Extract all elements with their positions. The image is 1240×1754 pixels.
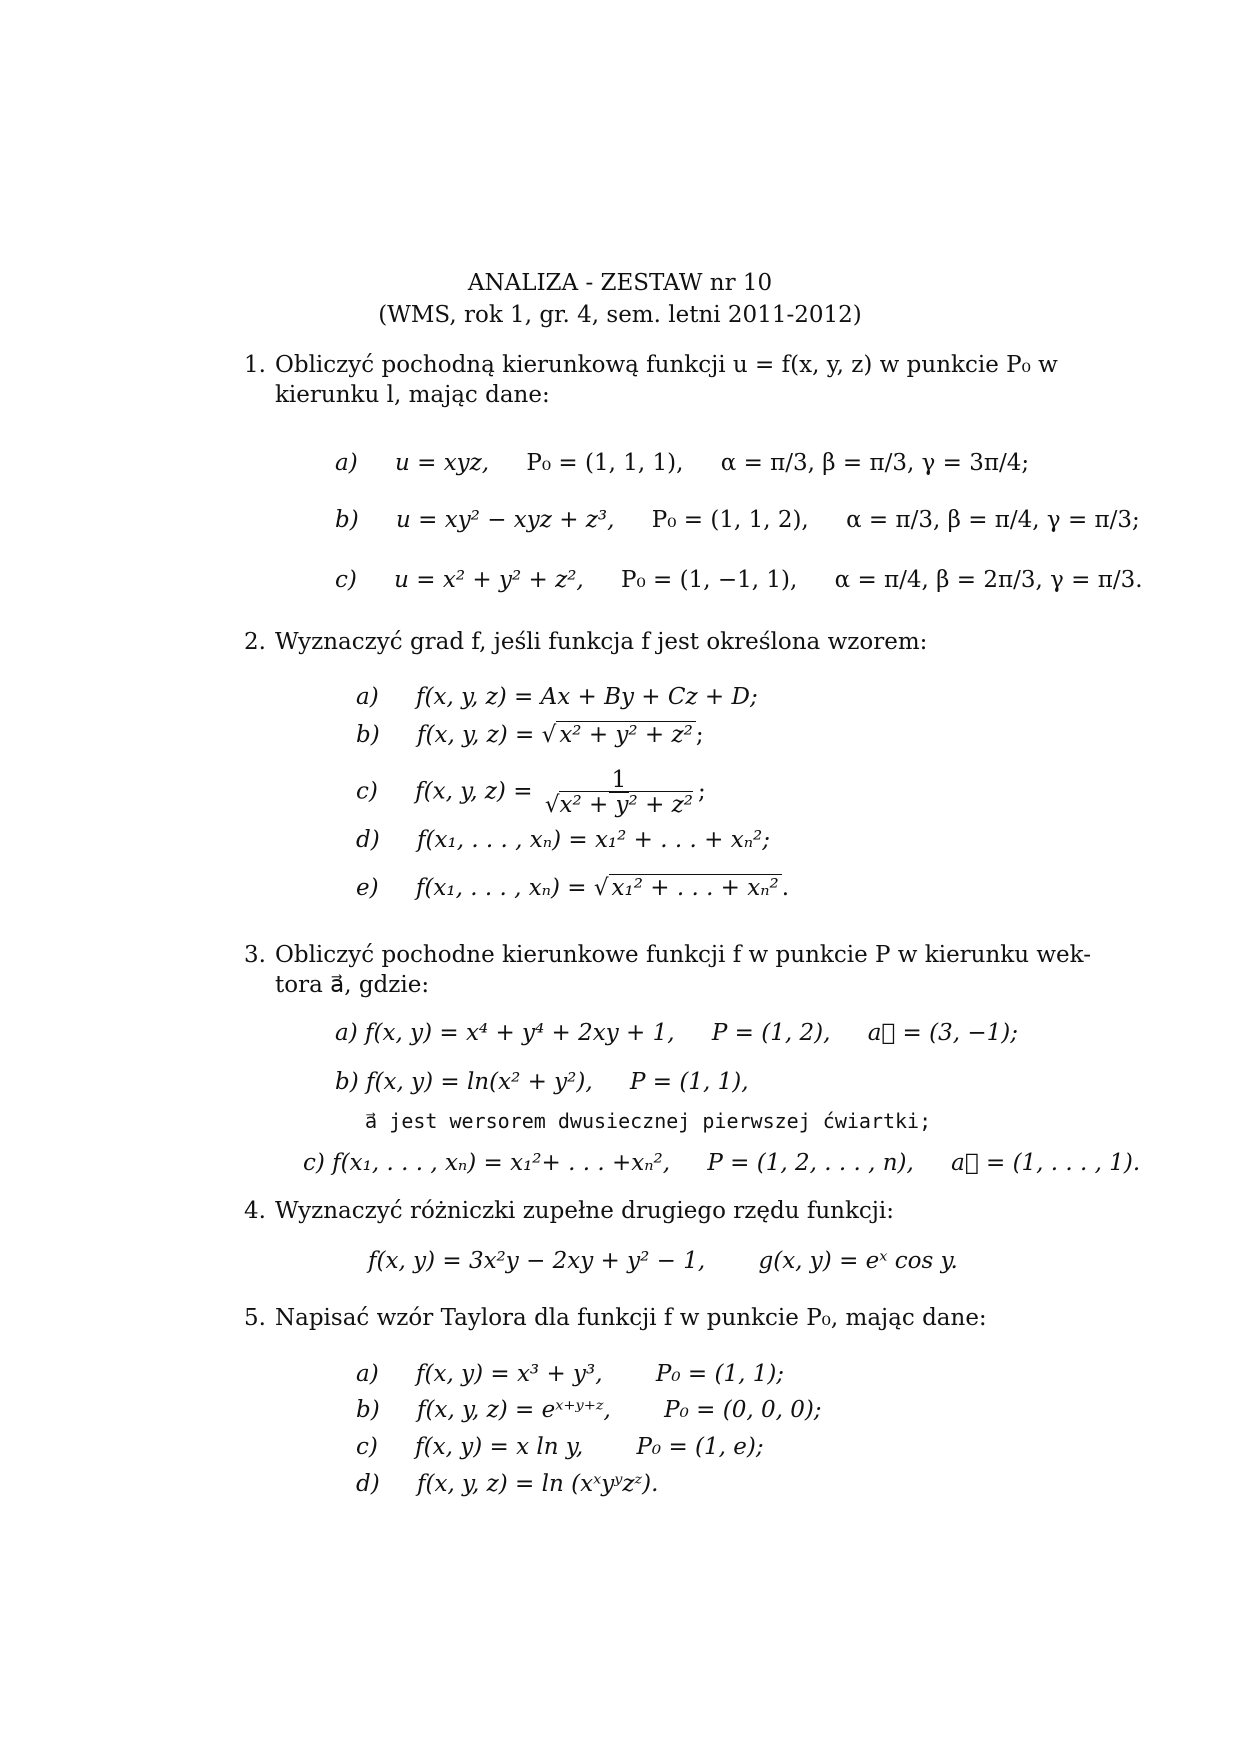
document-title: ANALIZA - ZESTAW nr 10 (467, 270, 773, 296)
problem-5-item-d (356, 1469, 658, 1499)
problem-2-item-e (356, 873, 789, 903)
problem-5-number: 5. (244, 1305, 266, 1331)
radicand: x² + y² + z² (556, 721, 696, 748)
item-label: b) (356, 1397, 380, 1423)
item-function: f(x, y) = x⁴ + y⁴ + 2xy + 1, (365, 1020, 675, 1046)
item-function: f(x, y, z) = eˣ⁺ʸ⁺ᶻ, (417, 1397, 611, 1423)
problem-5-item-c (356, 1432, 764, 1462)
document-subtitle: (WMS, rok 1, gr. 4, sem. letni 2011-2012) (378, 302, 862, 328)
item-function: u = xy² − xyz + z³, (396, 507, 615, 533)
item-tail: ; (698, 778, 706, 805)
problem-2-item-d (356, 825, 770, 855)
item-point: P₀ = (1, 1); (655, 1361, 785, 1387)
item-label: e) (356, 875, 379, 901)
problem-5-item-b (356, 1395, 822, 1425)
problem-1-item-b (335, 505, 1140, 535)
item-point: P₀ = (0, 0, 0); (664, 1397, 822, 1423)
item-label: a) (335, 1020, 358, 1046)
g-expression: g(x, y) = eˣ cos y. (758, 1248, 958, 1274)
fraction-denominator: √x² + y² + z² (544, 792, 693, 819)
problem-2-item-a (356, 682, 758, 712)
item-angles: α = π/3, β = π/4, γ = π/3; (846, 507, 1140, 533)
item-tail: ; (695, 722, 704, 748)
item-lhs: f(x₁, . . . , xₙ) = (415, 875, 587, 901)
item-point: P₀ = (1, e); (636, 1434, 764, 1460)
item-function: f(x, y) = x³ + y³, (416, 1361, 603, 1387)
item-point: P = (1, 2), (711, 1020, 831, 1046)
item-label: a) (356, 1361, 379, 1387)
radicand: x² + y² + z² (559, 792, 693, 819)
problem-4-formulas (368, 1246, 958, 1276)
item-label: c) (356, 1434, 378, 1460)
radicand: x₁² + . . . + xₙ² (609, 874, 782, 901)
item-function: u = xyz, (395, 450, 490, 476)
item-label: d) (356, 827, 380, 853)
item-expression: f(x₁, . . . , xₙ) = x₁² + . . . + xₙ²; (417, 827, 770, 853)
problem-2-number: 2. (244, 629, 266, 655)
problem-3-number: 3. (244, 942, 266, 968)
sqrt-expression: √ x₁² + . . . + xₙ² (594, 873, 782, 903)
problem-3-text-line1: Obliczyć pochodne kierunkowe funkcji f w punkcie P w kierunku wek- (275, 942, 1091, 968)
item-label: a) (356, 684, 379, 710)
problem-4-number: 4. (244, 1198, 266, 1224)
problem-5-item-a (356, 1359, 784, 1389)
problem-2-item-b (356, 720, 704, 750)
fraction-numerator: 1 (609, 768, 630, 793)
item-vector: a⃗ = (3, −1); (867, 1020, 1018, 1046)
item-point: P₀ = (1, 1, 2), (651, 507, 809, 533)
item-label: a) (335, 450, 358, 476)
item-angles: α = π/4, β = 2π/3, γ = π/3. (834, 567, 1143, 593)
problem-1-text-line1: Obliczyć pochodną kierunkową funkcji u = f(x, y, z) w punkcie P₀ w (275, 352, 1058, 378)
item-function: f(x, y, z) = ln (xˣyʸzᶻ). (417, 1471, 659, 1497)
item-label: c) (356, 778, 378, 805)
problem-3-item-b-note: a⃗ jest wersorem dwusiecznej pierwszej ćwiartki; (365, 1109, 932, 1133)
item-label: b) (356, 722, 380, 748)
item-tail: . (781, 875, 790, 901)
item-function: f(x, y) = x ln y, (415, 1434, 584, 1460)
problem-4-text: Wyznaczyć różniczki zupełne drugiego rzędu funkcji: (275, 1198, 895, 1224)
item-lhs: f(x, y, z) = (415, 778, 533, 805)
problem-3-item-a (335, 1018, 1018, 1048)
item-label: b) (335, 507, 359, 533)
item-expression: f(x, y, z) = Ax + By + Cz + D; (416, 684, 758, 710)
problem-1-item-a (335, 448, 1029, 478)
problem-1-number: 1. (244, 352, 266, 378)
item-label: c) (335, 567, 357, 593)
item-function: u = x² + y² + z², (394, 567, 584, 593)
item-label: d) (356, 1471, 380, 1497)
item-lhs: f(x, y, z) = (417, 722, 535, 748)
problem-1-text-line2: kierunku l, mając dane: (275, 382, 550, 408)
item-angles: α = π/3, β = π/3, γ = 3π/4; (720, 450, 1030, 476)
item-label: c) (303, 1150, 325, 1176)
item-function: f(x, y) = ln(x² + y²), (366, 1069, 593, 1095)
item-point: P = (1, 1), (630, 1069, 749, 1095)
f-expression: f(x, y) = 3x²y − 2xy + y² − 1, (368, 1248, 706, 1274)
problem-3-text-line2: tora a⃗, gdzie: (275, 972, 430, 998)
item-vector: a⃗ = (1, . . . , 1). (951, 1150, 1141, 1176)
problem-1-item-c (335, 565, 1143, 595)
item-label: b) (335, 1069, 359, 1095)
item-point: P₀ = (1, 1, 1), (526, 450, 684, 476)
problem-2-item-c (356, 768, 706, 817)
item-function: f(x₁, . . . , xₙ) = x₁²+ . . . +xₙ², (332, 1150, 671, 1176)
sqrt-expression: √ x² + y² + z² (542, 720, 696, 750)
problem-5-text: Napisać wzór Taylora dla funkcji f w punkcie P₀, mając dane: (275, 1305, 987, 1331)
fraction (542, 768, 696, 817)
problem-3-item-c (303, 1148, 1140, 1178)
item-point: P₀ = (1, −1, 1), (621, 567, 798, 593)
problem-3-item-b (335, 1067, 749, 1097)
item-point: P = (1, 2, . . . , n), (707, 1150, 914, 1176)
problem-2-text: Wyznaczyć grad f, jeśli funkcja f jest określona wzorem: (275, 629, 928, 655)
